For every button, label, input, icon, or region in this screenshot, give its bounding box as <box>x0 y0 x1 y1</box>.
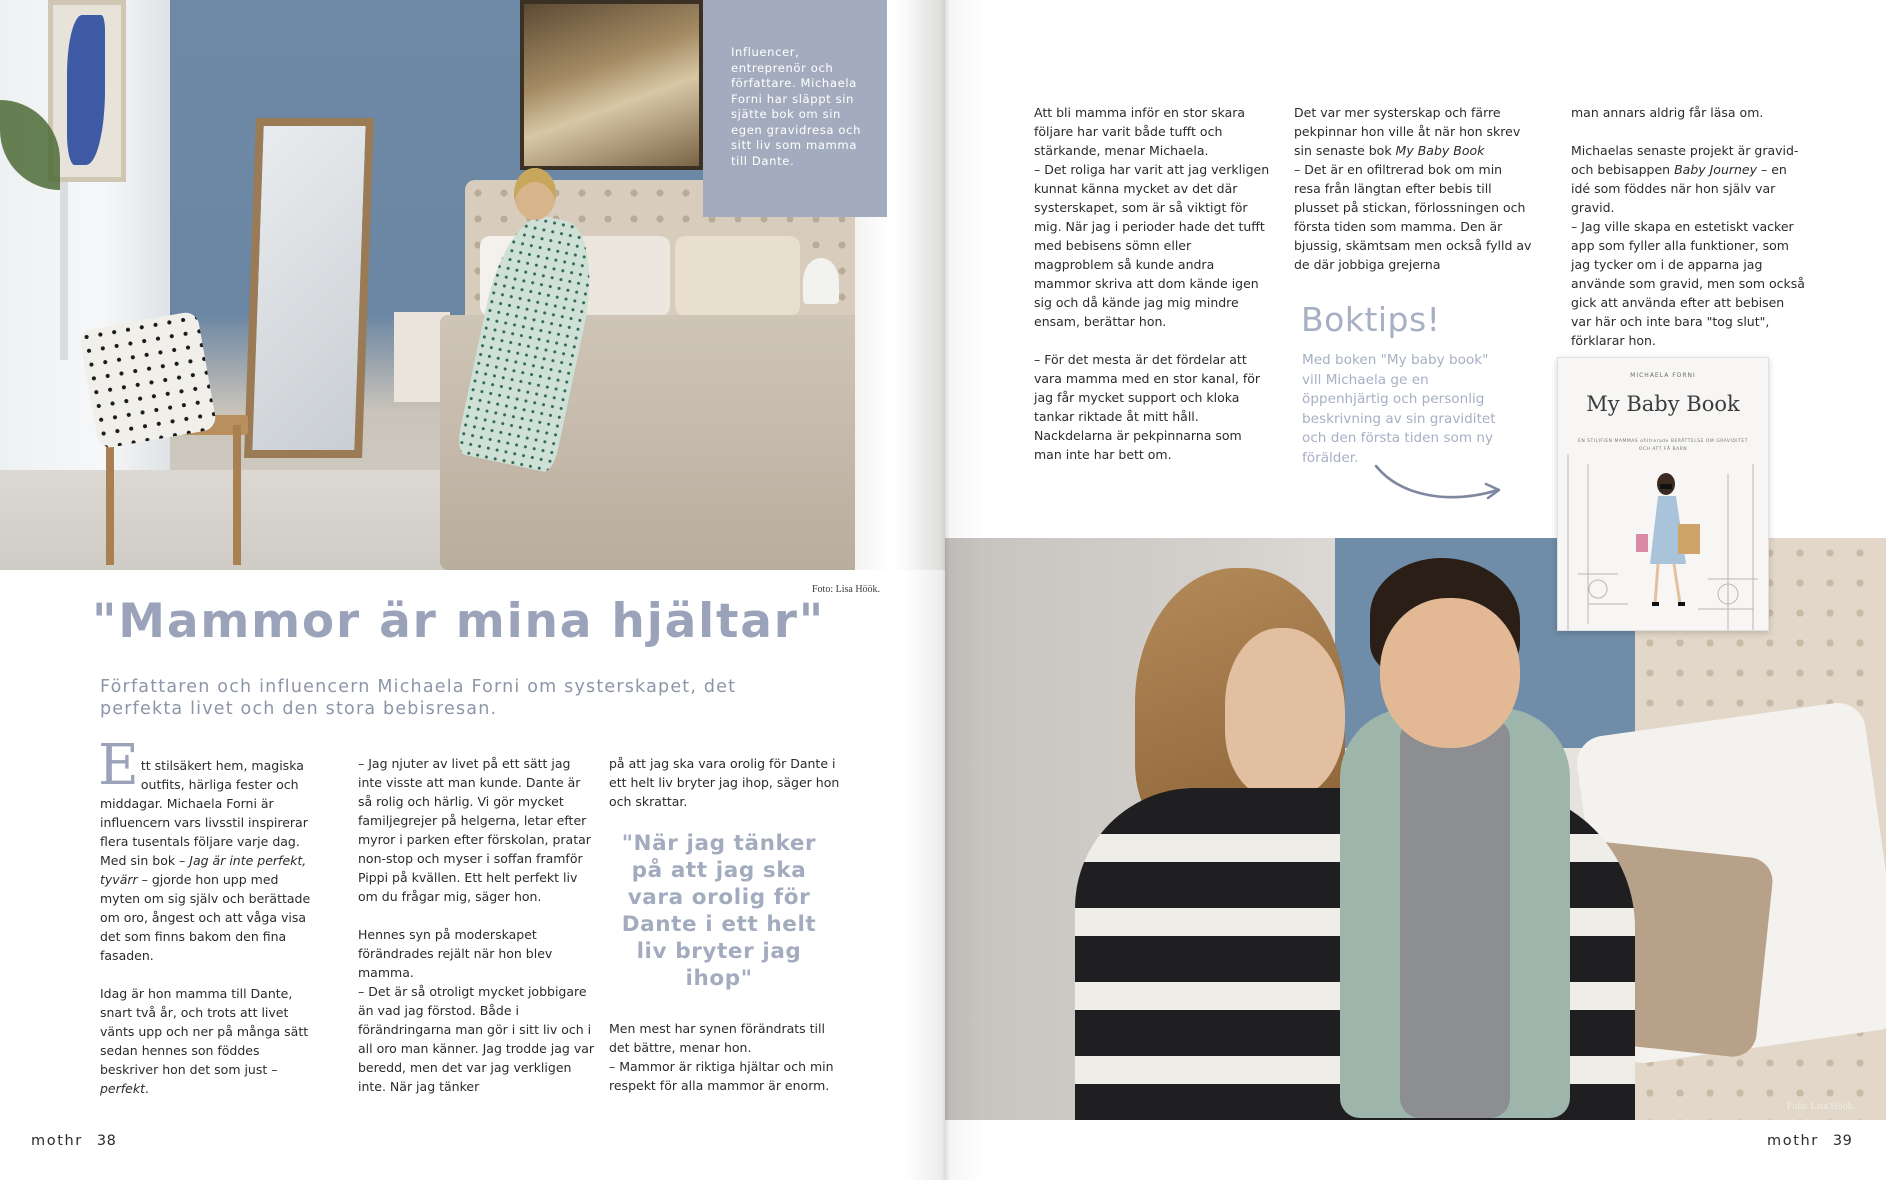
floor-mirror <box>244 118 374 458</box>
woman-figure <box>450 168 550 468</box>
magazine-name: mothr <box>31 1133 83 1149</box>
magazine-name: mothr <box>1767 1133 1819 1149</box>
body-column-3: på att jag ska vara orolig för Dante i ett helt liv bryter jag ihop, säger hon och skrattar. <box>609 756 840 809</box>
photo-credit-right: Foto: Lisa Höök. <box>1787 1101 1856 1112</box>
folio-right <box>1767 1133 1852 1149</box>
book-cover <box>1557 357 1769 631</box>
folio <box>31 1133 116 1149</box>
right-body-column-1: Att bli mamma inför en stor skara följare har varit både tufft och stärkande, menar Michaela. – Det roliga har varit att jag verkligen kunnat känna mycket av det där systerskapet, som är så viktigt för mig. När jag i perioder hade det tufft med bebisens sömn eller magproblem så kunde andra mammor skriva att dom kände igen sig och då kände jag mig mindre ensam, berättar hon. – För det mesta är det fördelar att vara mamma med en stor kanal, för jag får mycket support och kloka tankar riktade åt mitt håll. Nackdelarna är pekpinnarna som man inte har bett om. <box>1034 105 1270 462</box>
deck: Författaren och influencern Michaela Forni om systerskapet, det perfekta livet och den stora bebisresan. <box>100 677 737 719</box>
book-title: My Baby Book <box>1586 392 1740 416</box>
page-number: 39 <box>1832 1133 1853 1149</box>
book-author: MICHAELA FORNI <box>1630 372 1696 379</box>
photo-caption-box <box>703 0 887 217</box>
right-body-column-3: man annars aldrig får läsa om. Michaelas senaste projekt är gravid- och bebisappen Baby Journey – en idé som föddes när hon själv var gravid. – Jag ville skapa en estetiskt vacker app som fyller alla funktioner, som jag tycker om i de apparna jag använde som gravid, men som också gick att använda efter att bebisen var här och inte bara "tog slut", förklarar hon. <box>1571 105 1805 348</box>
lamp <box>803 258 839 304</box>
painting <box>520 0 703 170</box>
drop-cap: E <box>98 733 139 798</box>
body-column-3-continued: Men mest har synen förändrats till det bättre, menar hon. – Mammor är riktiga hjältar och min respekt för alla mammor är enorm. <box>609 1021 834 1093</box>
book-tips-title: Boktips! <box>1301 300 1441 339</box>
curved-arrow-icon <box>1372 456 1506 506</box>
book-subtitle: EN STILIFIEN MAMMAS ofiltrerade BERÄTTELSE OM GRAVIDITET OCH ATT FÅ BARN <box>1578 439 1748 452</box>
page-number: 38 <box>96 1133 117 1149</box>
book-tips-text: Med boken "My baby book" vill Michaela ge en öppenhjärtig och personlig beskrivning av sin graviditet och den första tiden som ny förälder. <box>1302 352 1496 466</box>
right-body-column-2: Det var mer systerskap och färre pekpinnar hon ville åt när hon skrev sin senaste bok My Baby Book – Det är en ofiltrerad bok om min resa från längtan efter bebis till plusset på stickan, förlossningen och första tiden som mamma. Den är bjussig, skämtsam men också fylld av de där jobbiga grejerna <box>1294 105 1532 272</box>
photo-credit: Foto: Lisa Höök. <box>812 584 881 595</box>
body-column-1: Ett stilsäkert hem, magiska outfits, härliga fester och middagar. Michaela Forni är influencern vars livsstil inspirerar flera tusentals följare varje dag. Med sin bok – Jag är inte perfekt, tyvärr – gjorde hon upp med myten om sig själv och berättade om oro, ångest och att våga visa det som finns bakom den fina fasaden. Idag är hon mamma till Dante, snart två år, och trots att livet vänts upp och ner på många sätt sedan hennes son föddes beskriver hon det som just – perfekt. <box>98 733 311 1096</box>
dotted-pillow <box>78 310 217 449</box>
book-illustration <box>1558 454 1769 631</box>
headline: "Mammor är mina hjältar" <box>92 594 826 649</box>
photo-caption: Influencer, entreprenör och författare. Michaela Forni har släppt sin sjätte bok om sin egen gravidresa och sitt liv som mamma till Dante. <box>731 45 862 168</box>
pull-quote: "När jag tänker på att jag ska vara orolig för Dante i ett helt liv bryter jag ihop" <box>621 831 817 991</box>
child-figure <box>1330 558 1600 1118</box>
body-column-2: – Jag njuter av livet på ett sätt jag inte visste att man kunde. Dante är så rolig och härlig. Vi gör mycket familjegrejer på helgerna, letar efter myror i parken efter förskolan, pratar non-stop och myser i soffan framför Pippi på kvällen. Ett helt perfekt liv om du frågar mig, säger hon. Hennes syn på moderskapet förändrades rejält när hon blev mamma. – Det är så otroligt mycket jobbigare än vad jag förstod. Både i förändringarna man gör i sitt liv och i all oro man känner. Jag trodde jag var beredd, men det var jag verkligen inte. När jag tänker <box>358 756 595 1094</box>
